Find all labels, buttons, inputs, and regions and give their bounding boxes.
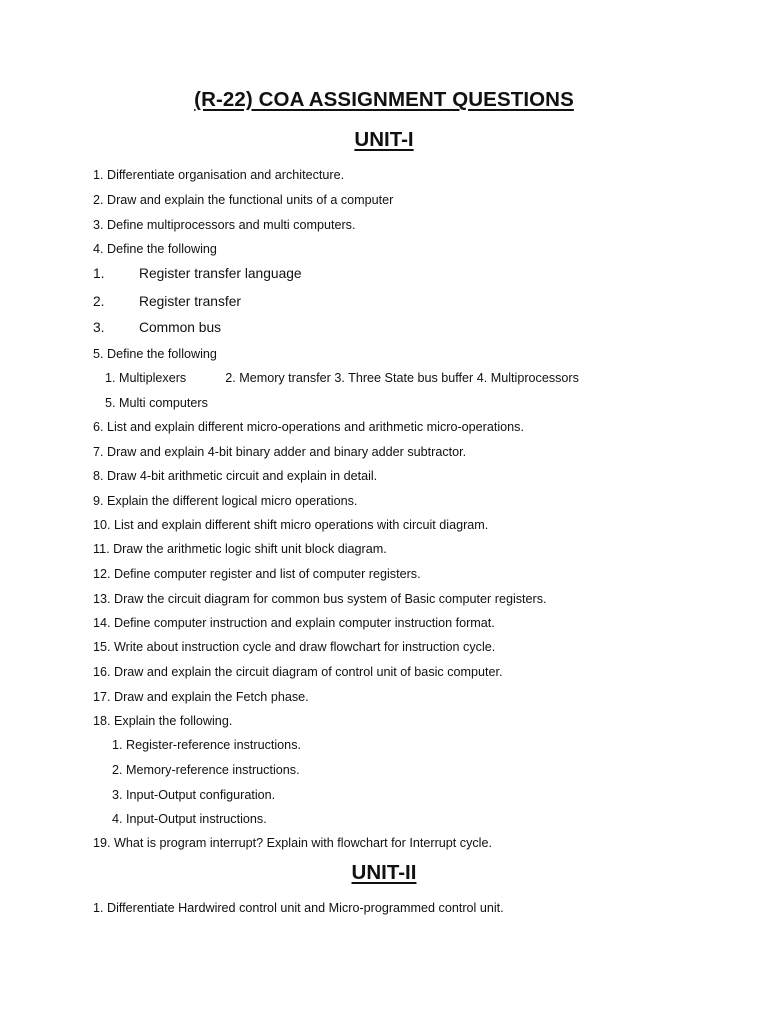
q5-list-line <box>105 370 579 386</box>
q18-list-item: 4. Input-Output instructions. <box>112 812 267 826</box>
q4-list-item <box>93 320 221 336</box>
q5-list-line: 5. Multi computers <box>105 396 208 410</box>
unit-1-heading: UNIT-I <box>354 128 414 151</box>
q4-item-text: Register transfer language <box>139 266 302 281</box>
q5-item-multiplexers: 1. Multiplexers <box>105 371 187 385</box>
q4-item-number: 3. <box>93 320 105 335</box>
unit2-question-1: 1. Differentiate Hardwired control unit and Micro-programmed control unit. <box>93 901 504 915</box>
unit-2-heading: UNIT-II <box>351 861 417 884</box>
unit1-question-14: 14. Define computer instruction and explain computer instruction format. <box>93 616 495 630</box>
unit1-question-17: 17. Draw and explain the Fetch phase. <box>93 690 309 704</box>
unit1-question-11: 11. Draw the arithmetic logic shift unit block diagram. <box>93 542 387 556</box>
unit1-question-13: 13. Draw the circuit diagram for common bus system of Basic computer registers. <box>93 592 547 606</box>
unit1-question-15: 15. Write about instruction cycle and draw flowchart for instruction cycle. <box>93 640 496 654</box>
q4-item-number: 1. <box>93 266 105 281</box>
unit1-question-5: 5. Define the following <box>93 347 217 361</box>
unit1-question-9: 9. Explain the different logical micro operations. <box>93 494 358 508</box>
q4-item-text: Register transfer <box>139 294 241 309</box>
q18-list-item: 2. Memory-reference instructions. <box>112 763 300 777</box>
q4-list-item <box>93 266 302 282</box>
unit1-question-2: 2. Draw and explain the functional units of a computer <box>93 193 394 207</box>
q4-item-number: 2. <box>93 294 105 309</box>
unit1-question-19: 19. What is program interrupt? Explain with flowchart for Interrupt cycle. <box>93 836 492 850</box>
unit1-question-10: 10. List and explain different shift micro operations with circuit diagram. <box>93 518 489 532</box>
unit1-question-12: 12. Define computer register and list of computer registers. <box>93 567 421 581</box>
unit1-question-8: 8. Draw 4-bit arithmetic circuit and explain in detail. <box>93 469 378 483</box>
document-title: (R-22) COA ASSIGNMENT QUESTIONS <box>194 88 574 111</box>
unit1-question-4: 4. Define the following <box>93 242 217 256</box>
unit1-question-7: 7. Draw and explain 4-bit binary adder and binary adder subtractor. <box>93 445 467 459</box>
unit1-question-16: 16. Draw and explain the circuit diagram of control unit of basic computer. <box>93 665 503 679</box>
unit1-question-3: 3. Define multiprocessors and multi computers. <box>93 218 356 232</box>
unit1-question-1: 1. Differentiate organisation and architecture. <box>93 168 345 182</box>
q5-items-rest: 2. Memory transfer 3. Three State bus buffer 4. Multiprocessors <box>225 371 579 385</box>
unit1-question-18: 18. Explain the following. <box>93 714 233 728</box>
q4-item-text: Common bus <box>139 320 222 335</box>
q4-list-item <box>93 294 241 310</box>
unit1-question-6: 6. List and explain different micro-operations and arithmetic micro-operations. <box>93 420 524 434</box>
q18-list-item: 1. Register-reference instructions. <box>112 738 301 752</box>
q18-list-item: 3. Input-Output configuration. <box>112 788 276 802</box>
